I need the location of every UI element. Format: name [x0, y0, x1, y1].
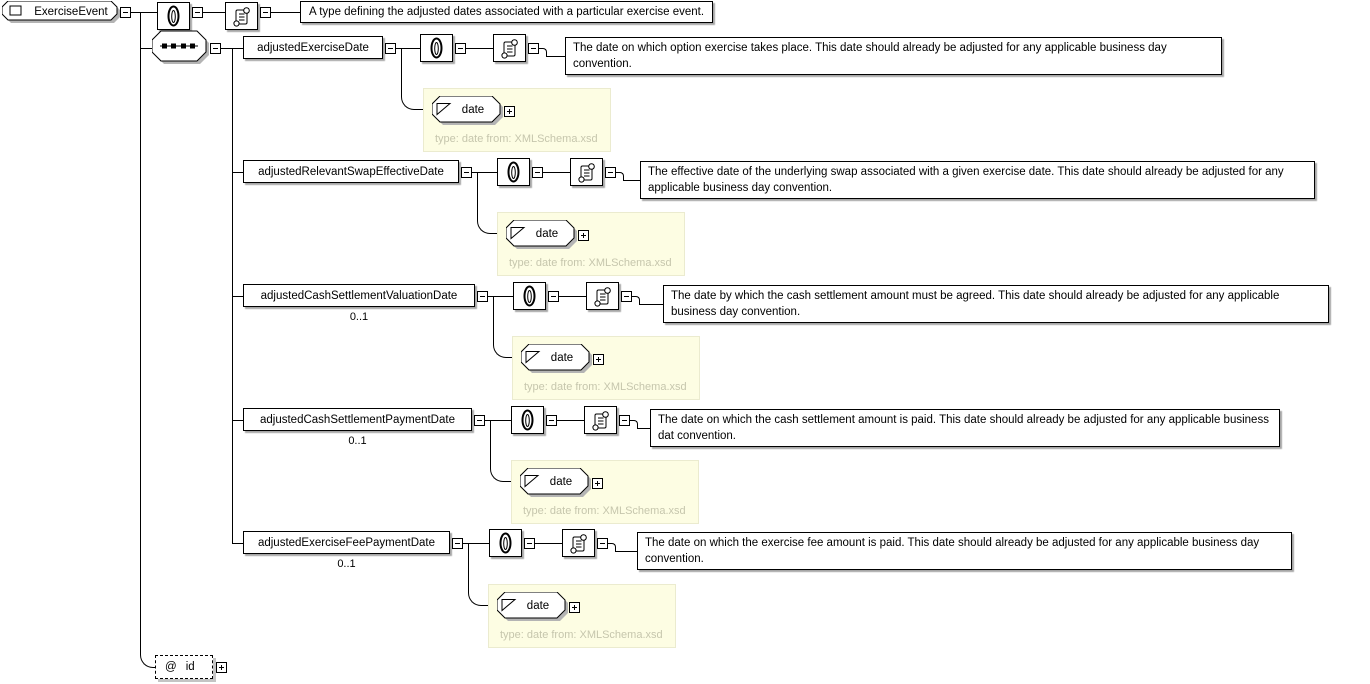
collapse-toggle[interactable] [546, 415, 557, 426]
expand-toggle[interactable] [569, 602, 580, 613]
scroll-icon [569, 532, 588, 555]
collapse-toggle[interactable] [532, 167, 543, 178]
collapse-toggle[interactable] [461, 167, 472, 178]
documentation-box[interactable] [493, 34, 526, 62]
element-name: adjustedCashSettlementPaymentDate [260, 413, 455, 426]
scroll-icon [593, 285, 612, 308]
attribute-label: id [185, 661, 195, 673]
type-box [512, 336, 700, 400]
connector-line [221, 48, 232, 49]
collapse-toggle[interactable] [548, 291, 559, 302]
element-box[interactable] [243, 284, 475, 307]
collapse-toggle[interactable] [621, 291, 632, 302]
connector-line [543, 172, 570, 173]
collapse-toggle[interactable] [474, 415, 485, 426]
simple-type-octagon[interactable] [521, 344, 595, 375]
documentation-box[interactable] [225, 2, 258, 30]
expand-toggle[interactable] [592, 478, 603, 489]
element-box[interactable] [243, 408, 472, 431]
element-name: adjustedExerciseFeePaymentDate [257, 536, 436, 549]
documentation-box[interactable] [584, 406, 617, 434]
root-documentation-text: A type defining the adjusted dates associated with a particular exercise event. [300, 1, 713, 23]
documentation-text: The date on which the exercise fee amount is paid. This date should already be adjusted for any applicable business day convention. [637, 532, 1292, 570]
annotation-box[interactable] [513, 282, 546, 310]
expand-toggle[interactable] [216, 662, 227, 673]
connector-line [232, 543, 243, 544]
collapse-toggle[interactable] [455, 43, 466, 54]
collapse-toggle[interactable] [524, 538, 535, 549]
simple-type-octagon[interactable] [506, 220, 580, 251]
collapse-toggle[interactable] [619, 415, 630, 426]
attribute-box-id[interactable] [155, 655, 213, 679]
expand-toggle[interactable] [578, 230, 589, 241]
scroll-icon [500, 37, 519, 60]
root-element-box[interactable] [2, 1, 122, 25]
annotation-box[interactable] [157, 2, 190, 30]
collapse-toggle[interactable] [477, 291, 488, 302]
collapse-toggle[interactable] [597, 538, 608, 549]
element-box[interactable] [243, 36, 383, 59]
type-box [488, 584, 676, 648]
annotation-box[interactable] [497, 158, 530, 186]
element-box[interactable] [243, 531, 450, 554]
documentation-box[interactable] [586, 282, 619, 310]
annotation-box[interactable] [420, 34, 453, 62]
element-name: adjustedExerciseDate [257, 41, 369, 54]
at-icon: @ [165, 661, 177, 673]
documentation-box[interactable] [570, 158, 603, 186]
type-box [511, 460, 699, 524]
complex-type-icon [10, 6, 21, 15]
type-name: date [535, 228, 559, 240]
element-name: adjustedCashSettlementValuationDate [260, 289, 458, 302]
type-name: date [526, 600, 550, 612]
connector-line [615, 551, 637, 552]
paperclip-icon [506, 160, 521, 184]
connector-line [232, 48, 243, 49]
element-name: adjustedRelevantSwapEffectiveDate [258, 165, 444, 178]
type-note: type: date from: XMLSchema.xsd [500, 629, 663, 641]
element-box[interactable] [243, 160, 459, 183]
simple-type-octagon[interactable] [520, 468, 594, 499]
collapse-toggle[interactable] [192, 7, 203, 18]
connector-line [535, 543, 562, 544]
sequence-compositor[interactable] [152, 30, 211, 65]
documentation-text: The effective date of the underlying swap associated with a given exercise date. This date should already be adjusted for any applicable business day convention. [640, 161, 1315, 199]
simple-type-octagon[interactable] [432, 96, 506, 127]
scroll-icon [577, 161, 596, 184]
connector-line [623, 180, 640, 181]
paperclip-icon [166, 4, 181, 28]
documentation-text: The date on which the cash settlement amount is paid. This date should already be adjusted for any applicable business dat convention. [650, 409, 1280, 447]
connector-trunk [140, 12, 156, 668]
root-element-label: ExerciseEvent [34, 6, 108, 18]
paperclip-icon [520, 408, 535, 432]
type-name: date [549, 476, 573, 488]
connector-line [557, 420, 584, 421]
type-name: date [550, 352, 574, 364]
type-name: date [461, 104, 485, 116]
connector-line [637, 428, 650, 429]
documentation-text: The date on which option exercise takes place. This date should already be adjusted for any applicable business day convention. [565, 37, 1222, 75]
type-note: type: date from: XMLSchema.xsd [524, 381, 687, 393]
cardinality-label: 0..1 [349, 311, 369, 323]
type-box [497, 212, 685, 276]
annotation-box[interactable] [489, 529, 522, 557]
scroll-icon [232, 5, 251, 28]
connector-line [639, 304, 663, 305]
simple-type-octagon[interactable] [497, 592, 571, 623]
expand-toggle[interactable] [593, 354, 604, 365]
documentation-box[interactable] [562, 529, 595, 557]
connector-line [203, 12, 225, 13]
scroll-icon [591, 409, 610, 432]
collapse-toggle[interactable] [452, 538, 463, 549]
expand-toggle[interactable] [504, 106, 515, 117]
documentation-text: The date by which the cash settlement amount must be agreed. This date should already be adjusted for any applicable business day convention. [663, 285, 1329, 323]
collapse-toggle[interactable] [385, 43, 396, 54]
connector-line [271, 12, 300, 13]
paperclip-icon [498, 531, 513, 555]
collapse-toggle[interactable] [528, 43, 539, 54]
type-note: type: date from: XMLSchema.xsd [523, 505, 686, 517]
connector-line [546, 56, 565, 57]
cardinality-label: 0..1 [348, 435, 367, 447]
cardinality-label: 0..1 [337, 558, 356, 570]
collapse-toggle[interactable] [120, 7, 131, 18]
paperclip-icon [429, 36, 444, 60]
collapse-toggle[interactable] [210, 43, 221, 54]
collapse-toggle[interactable] [260, 7, 271, 18]
connector-line [232, 172, 243, 173]
collapse-toggle[interactable] [605, 167, 616, 178]
annotation-box[interactable] [511, 406, 544, 434]
type-note: type: date from: XMLSchema.xsd [435, 133, 598, 145]
connector-line [559, 296, 586, 297]
connector-line [232, 420, 243, 421]
paperclip-icon [522, 284, 537, 308]
connector-line [466, 48, 493, 49]
type-box [423, 88, 611, 152]
type-note: type: date from: XMLSchema.xsd [509, 257, 672, 269]
connector-line [232, 296, 243, 297]
